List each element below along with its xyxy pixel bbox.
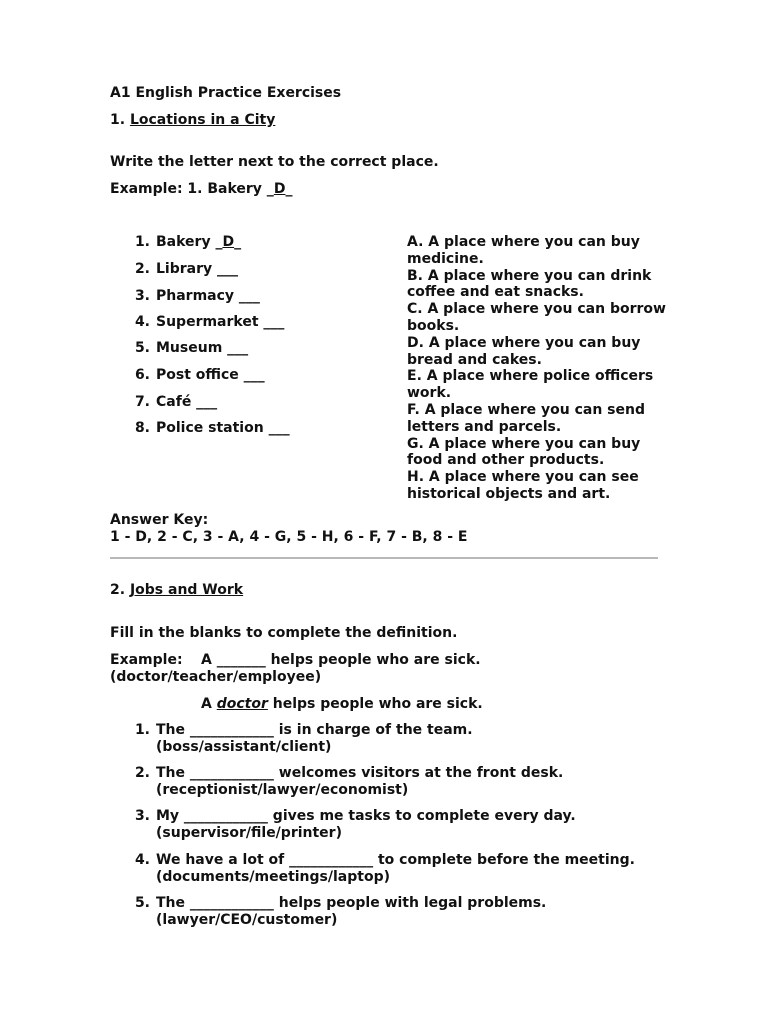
example-answer: D [273,181,286,197]
section-1-heading [110,112,275,128]
example-answer-word: doctor [216,696,268,712]
section-1-example: Example: 1. Bakery _D_ [110,181,293,197]
definition-item: G. A place where you can buy food and other products. [407,435,641,469]
definition-item: F. A place where you can send letters and parcels. [407,401,645,435]
definitions-list [407,234,667,503]
definition-item: C. A place where you can borrow books. [407,301,666,334]
definition-item: B. A place where you can drink coffee and eat snacks. [407,267,652,301]
answer-key: 1 - D, 2 - C, 3 - A, 4 - G, 5 - H, 6 - F, 7 - B, 8 - E [110,529,468,545]
section-2-number: 2. [110,582,126,598]
definition-item: E. A place where police officers work. [407,368,654,402]
section-2-example-sentence: A _______ helps people who are sick. [201,652,481,668]
definition-item: A. A place where you can buy medicine. [407,234,640,267]
section-divider [110,557,658,559]
section-2-heading [110,582,243,598]
section-1-number: 1. [110,112,126,128]
section-1-title: Locations in a City [129,112,276,128]
section-2-example-answer: A doctor helps people who are sick. [201,696,483,712]
section-2-title: Jobs and Work [129,582,244,598]
page-title: A1 English Practice Exercises [110,85,342,101]
section-2-example-label: Example: [110,652,183,668]
definition-item: D. A place where you can buy bread and cakes. [407,334,641,368]
answer-key-label: Answer Key: [110,512,209,528]
definition-item: H. A place where you can see historical objects and art. [407,469,639,502]
section-2-instruction: Fill in the blanks to complete the definition. [110,625,458,641]
section-1-instruction: Write the letter next to the correct place. [110,154,439,170]
section-2-example-options: (doctor/teacher/employee) [110,669,322,685]
